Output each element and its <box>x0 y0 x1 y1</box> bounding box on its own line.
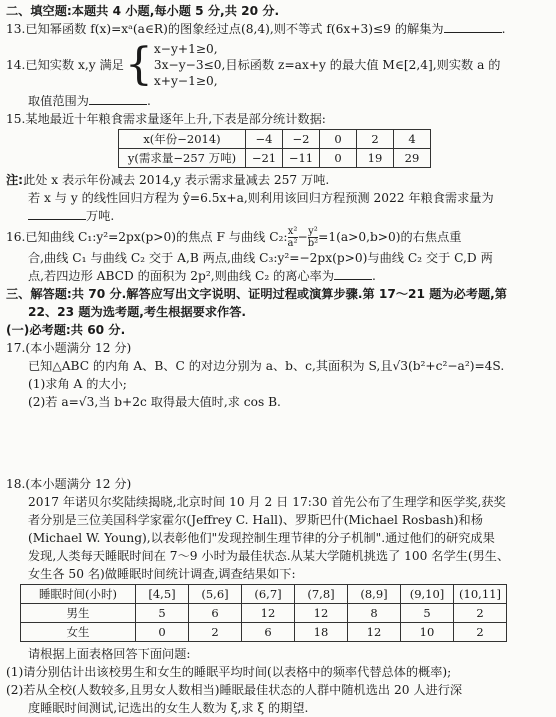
q16-line3-text: 点,若四边形 ABCD 的面积为 2p²,则曲线 C₂ 的离心率为 <box>28 269 335 283</box>
table-cell: −2 <box>283 130 320 149</box>
q18-sleep-table <box>20 584 507 642</box>
table-cell: −11 <box>283 149 320 168</box>
q15-y-label: y(需求量−257 万吨) <box>119 149 246 168</box>
table-cell: 5 <box>136 604 189 623</box>
q15-line4-text: 万吨. <box>86 209 115 223</box>
answer-space <box>6 411 550 475</box>
exam-page <box>6 0 550 717</box>
q15-data-table <box>118 129 431 168</box>
q17-part2: (2)若 a=√3,当 b+2c 取得最大值时,求 cos B. <box>28 395 281 409</box>
question-14 <box>6 38 550 92</box>
q18-part2b: 度睡眠时间测试,记选出的女生人数为 ξ,求 ξ 的期望. <box>28 701 309 715</box>
table-row <box>21 585 507 604</box>
q15-note-label: 注: <box>6 173 24 187</box>
table-cell: 4 <box>394 130 431 149</box>
q14-prefix: 14.已知实数 x,y 满足 <box>6 58 124 72</box>
section-heading-fill-in: 二、填空题:本题共 4 小题,每小题 5 分,共 20 分. <box>6 4 280 18</box>
q18-para-line: 女生各 50 名)做睡眠时间统计调查,调查结果如下: <box>28 567 296 581</box>
table-cell: 2 <box>454 604 507 623</box>
q14-suffix: 目标函数 z=ax+y 的最大值 M∈[2,4],则实数 a 的 <box>225 58 501 72</box>
table-header-label: 睡眠时间(小时) <box>21 585 136 604</box>
q18-part1: (1)请分别估计出该校男生和女生的睡眠平均时间(以表格中的频率代替总体的概率); <box>6 665 452 679</box>
fraction-numerator: x² <box>287 225 298 237</box>
q18-para-line: (Michael W. Young),以表彰他们"发现控制生理节律的分子机制".通过他们的研究成果 <box>28 531 495 545</box>
table-header-cell: (6,7] <box>242 585 295 604</box>
table-cell: 5 <box>401 604 454 623</box>
table-cell: 2 <box>454 623 507 642</box>
q14-answer-blank <box>89 92 147 105</box>
table-cell: 2 <box>357 130 394 149</box>
q15-note <box>6 171 550 189</box>
table-cell: −4 <box>246 130 283 149</box>
section-heading-solutions-2: 22、23 题为选考题,考生根据要求作答. <box>28 305 247 319</box>
q18-title: 18.(本小题满分 12 分) <box>6 477 132 491</box>
q14-constraint-system <box>124 41 226 89</box>
section-heading-solutions: 三、解答题:共 70 分.解答应写出文字说明、证明过程或演算步骤.第 17～21 题为必考题,第 <box>6 287 507 301</box>
q16-line2: 合,曲线 C₁ 与曲线 C₂ 交于 A,B 两点,曲线 C₃:y²=−2px(p>0)与曲线 C₂ 交于 C,D 两 <box>28 251 493 265</box>
q15-line1: 15.某地最近十年粮食需求量逐年上升,下表是部分统计数据: <box>6 112 326 126</box>
q18-ask: 请根据上面表格回答下面问题: <box>28 647 191 661</box>
table-header-cell: (5,6] <box>189 585 242 604</box>
q14-line2: 取值范围为 . <box>28 94 151 108</box>
table-cell: 6 <box>242 623 295 642</box>
q17-line1 <box>6 357 550 375</box>
q14-constraint-2: 3x−y−3≤0, <box>153 58 226 72</box>
table-header-cell: (8,9] <box>348 585 401 604</box>
q16-line3: 点,若四边形 ABCD 的面积为 2p²,则曲线 C₂ 的离心率为 . <box>28 269 376 283</box>
q17-part1: (1)求角 A 的大小; <box>28 377 127 391</box>
q16-line1 <box>6 225 550 249</box>
fraction-denominator: a² <box>287 237 298 249</box>
q18-para-line: 2017 年诺贝尔奖陆续揭晓,北京时间 10 月 2 日 17:30 首先公布了生理学和医学奖,获奖 <box>28 495 506 509</box>
section-subheading-required: (一)必考题:共 60 分. <box>6 323 126 337</box>
q18-para-line: 发现,人类每天睡眠时间在 7～9 小时为最佳状态.从某大学随机挑选了 100 名学生(男生、 <box>28 549 510 563</box>
table-cell: 19 <box>357 149 394 168</box>
table-cell: 2 <box>189 623 242 642</box>
table-cell: 12 <box>295 604 348 623</box>
table-cell: 29 <box>394 149 431 168</box>
q14-constraint-3: x+y−1≥0, <box>153 74 218 88</box>
q17-sqrt3: √3 <box>392 359 408 373</box>
table-cell: 0 <box>320 149 357 168</box>
table-header-cell: (10,11] <box>454 585 507 604</box>
q15-line4 <box>6 207 550 225</box>
q15-x-label: x(年份−2014) <box>119 130 246 149</box>
table-row-label: 男生 <box>21 604 136 623</box>
q16-post: =1(a>0,b>0)的右焦点重 <box>318 230 462 244</box>
q18-part2a: (2)若从全校(人数较多,且男女人数相当)睡眠最佳状态的人群中随机选出 20 人进行深 <box>6 683 463 697</box>
table-cell: 8 <box>348 604 401 623</box>
table-cell: 0 <box>136 623 189 642</box>
left-brace-icon: { <box>124 39 153 90</box>
q15-answer-blank <box>28 207 86 220</box>
table-cell: 12 <box>348 623 401 642</box>
q17-line1-c: (b²+c²−a²)=4S. <box>407 359 505 373</box>
fraction-denominator: b² <box>307 237 319 249</box>
question-13: 13.已知幂函数 f(x)=xᵃ(a∈R)的图象经过点(8,4),则不等式 f(6x+3)≤9 的解集为 . <box>6 22 506 36</box>
q18-para-line: 者分别是三位美国科学家霍尔(Jeffrey C. Hall)、罗斯巴什(Michael Rosbash)和杨 <box>28 513 483 527</box>
q15-note-text: 此处 x 表示年份减去 2014,y 表示需求量减去 257 万吨. <box>23 173 330 187</box>
table-header-cell: (9,10] <box>401 585 454 604</box>
q17-line1-a: 已知△ABC 的内角 A、B、C 的对边分别为 a、b、c,其面积为 S,且 <box>28 359 393 373</box>
q17-title: 17.(本小题满分 12 分) <box>6 341 132 355</box>
table-cell: 18 <box>295 623 348 642</box>
q16-fraction-x <box>288 226 298 249</box>
table-row <box>21 604 507 623</box>
table-row-label: 女生 <box>21 623 136 642</box>
table-cell: 10 <box>401 623 454 642</box>
table-row <box>21 623 507 642</box>
q16-minus: − <box>297 230 308 244</box>
table-row <box>119 130 431 149</box>
q16-answer-blank <box>334 267 372 280</box>
table-row <box>119 149 431 168</box>
table-cell: −21 <box>246 149 283 168</box>
q14-constraint-1: x−y+1≥0, <box>153 42 218 56</box>
table-cell: 12 <box>242 604 295 623</box>
q13-text: 13.已知幂函数 f(x)=xᵃ(a∈R)的图象经过点(8,4),则不等式 f(6x+3)≤9 的解集为 <box>6 22 444 36</box>
table-cell: 6 <box>189 604 242 623</box>
table-header-cell: (7,8] <box>295 585 348 604</box>
q15-line3: 若 x 与 y 的线性回归方程为 ŷ=6.5x+a,则利用该回归方程预测 2022 年粮食需求量为 <box>28 191 494 205</box>
q16-pre: 16.已知曲线 C₁:y²=2px(p>0)的焦点 F 与曲线 C₂: <box>6 230 288 244</box>
q13-answer-blank <box>444 20 502 33</box>
table-header-cell: [4,5] <box>136 585 189 604</box>
q16-fraction-y <box>308 226 318 249</box>
fraction-numerator: y² <box>308 225 318 237</box>
table-cell: 0 <box>320 130 357 149</box>
q14-line2-text: 取值范围为 <box>28 94 89 108</box>
